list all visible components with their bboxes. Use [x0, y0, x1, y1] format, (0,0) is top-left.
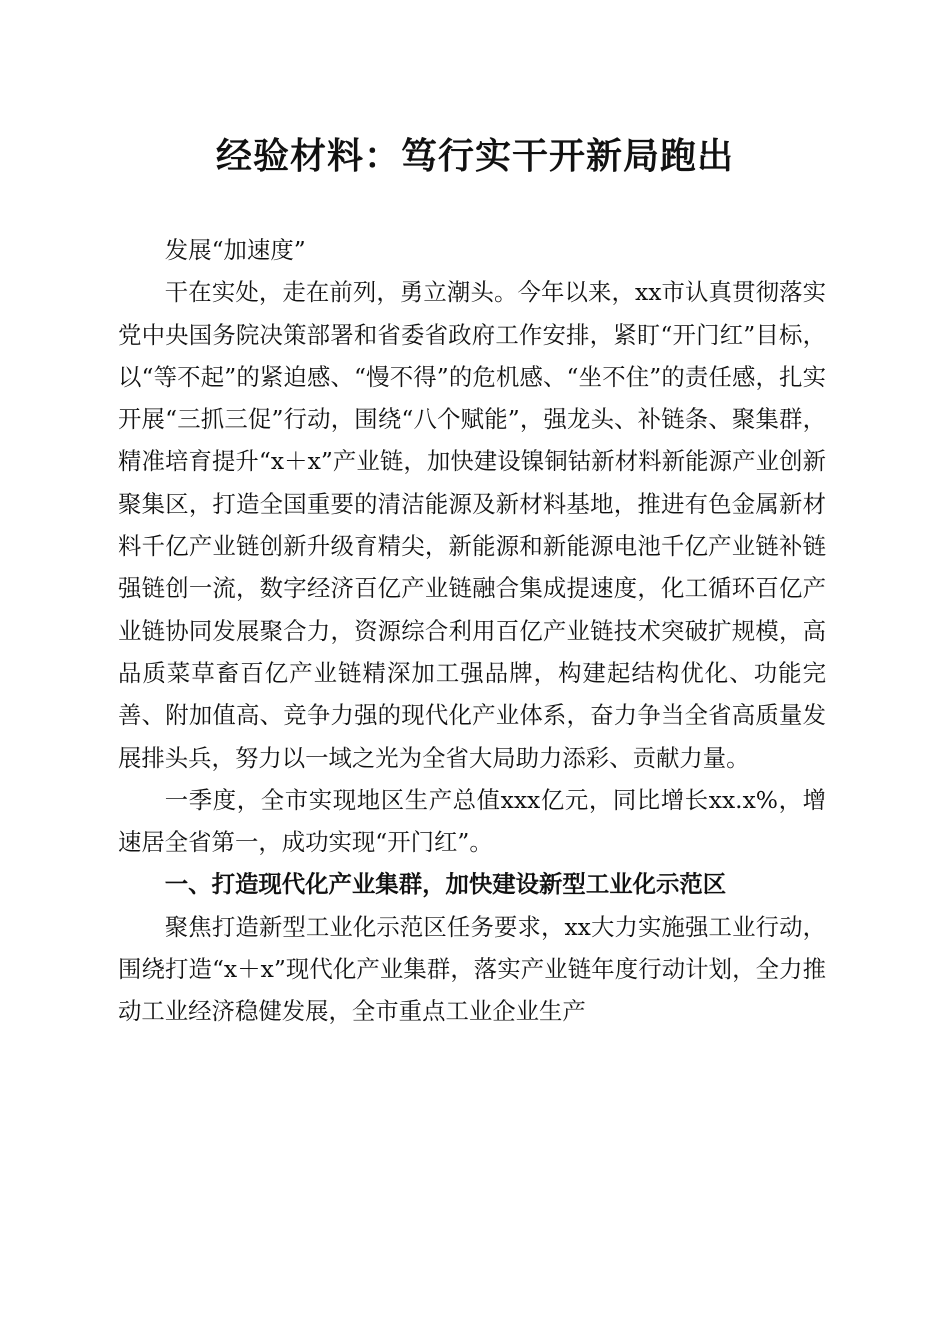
document-title: 经验材料：笃行实干开新局跑出 — [215, 136, 734, 177]
section-heading: 一、打造现代化产业集群，加快建设新型工业化示范区 — [164, 870, 727, 899]
subtitle-line: 发展“加速度” — [164, 236, 306, 264]
body-paragraph-2: 一季度，全市实现地区生产总值xxx亿元，同比增长xx.x%，增速居全省第一，成功实现“开门红”。 — [118, 785, 826, 857]
body-paragraph-1: 干在实处，走在前列，勇立潮头。今年以来，xx市认真贯彻落实党中央国务院决策部署和省委省政府工作安排，紧盯“开门红”目标，以“等不起”的紧迫感、“慢不得”的危机感、“坐不住”的责任感，扎实开展“三抓三促”行动，围绕“八个赋能”，强龙头、补链条、聚集群，精准培育提升“x＋x”产业链，加快建设镍铜钴新材料新能源产业创新聚集区，打造全国重要的清洁能源及新材料基地，推进有色金属新材料千亿产业链创新升级育精尖，新能源和新能源电池千亿产业链补链强链创一流，数字经济百亿产业链融合集成提速度，化工循环百亿产业链协同发展聚合力，资源综合利用百亿产业链技术突破扩规模，高品质菜草畜百亿产业链精深加工强品牌，构建起结构优化、功能完善、附加值高、竞争力强的现代化产业体系，奋力争当全省高质量发展排头兵，努力以一域之光为全省大局助力添彩、贡献力量。 — [118, 278, 826, 772]
document-body — [118, 229, 826, 1033]
section-paragraph: 聚焦打造新型工业化示范区任务要求，xx大力实施强工业行动，围绕打造“x＋x”现代化产业集群，落实产业链年度行动计划，全力推动工业经济稳健发展，全市重点工业企业生产 — [118, 912, 826, 1026]
